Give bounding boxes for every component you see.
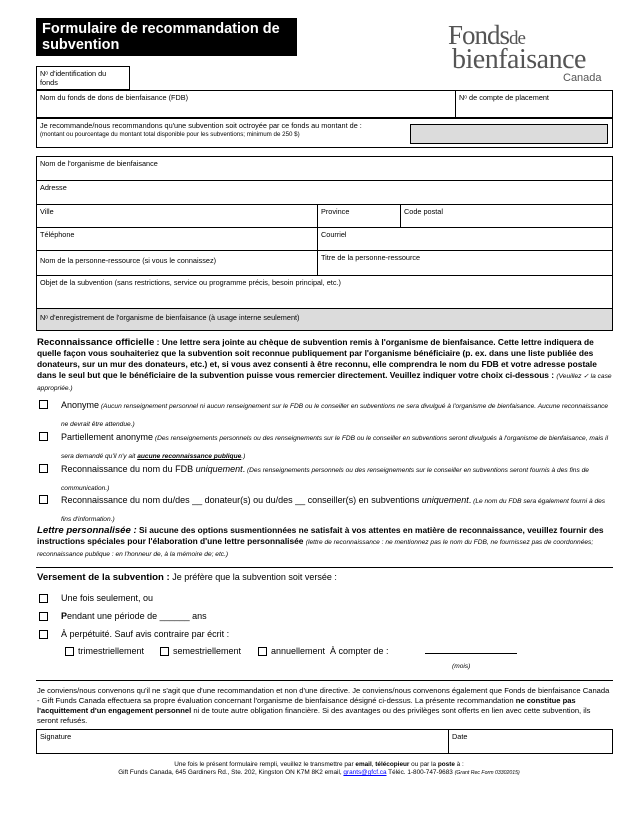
footer-instructions: Une fois le présent formulaire rempli, veuillez le transmettre par email, télécopieur ou par la poste à : [174, 761, 464, 768]
semiannual-checkbox[interactable] [160, 647, 169, 656]
start-month-input[interactable] [425, 653, 517, 654]
city-field[interactable]: Ville [36, 204, 318, 228]
anonymous-option: Anonyme (Aucun renseignement personnel ni aucun renseignement sur le FDB ou le conseiller en subventions ne sera divulgué à l'organisme de bienfaisance. Aucune reconnaissance ne devrait être attendue.) [61, 400, 609, 428]
perpetuity-checkbox[interactable] [39, 630, 48, 639]
once-label: Une fois seulement, ou [61, 593, 154, 603]
donor-name-recognition-option: Reconnaissance du nom du/des __ donateur(s) ou du/des __ conseiller(s) en subventions uniquement. (Le nom du FDB sera également fourni à des fins d'information.) [61, 495, 606, 523]
anonymous-checkbox[interactable] [39, 400, 48, 409]
form-title: Formulaire de recommandation de subvention [36, 18, 297, 56]
start-label: À compter de : [330, 646, 389, 656]
perpetuity-label: À perpétuité. Sauf avis contraire par écrit : [61, 629, 230, 639]
partially-anonymous-checkbox[interactable] [39, 432, 48, 441]
org-name-field[interactable]: Nom de l'organisme de bienfaisance [36, 156, 613, 181]
date-field[interactable]: Date [448, 729, 613, 754]
period-label: Pendant une période de ______ ans [61, 611, 207, 621]
agreement-text: Je conviens/nous convenons qu'il ne s'agit que d'une recommandation et non d'une directive. Je conviens/nous convenons également que Fonds de bienfaisance Canada - Gift Funds Canada effectuera sa propre évaluation concernant l'organisme de bienfaisance désigné ci-dessus. La présente recommandation ne constitue pas l'acquittement d'un engagement personnel ni de toute autre obligation financière. Si des avantages ou des privilèges sont offerts en lien avec cette subvention, ils seront refusés. [37, 686, 610, 725]
account-number-field[interactable]: Nᵒ de compte de placement [455, 90, 613, 118]
fund-name-recognition-option: Reconnaissance du nom du FDB uniquement. (Des renseignements personnels ou des renseignements sur le conseiller en subventions seront fournis à des fins de communication.) [61, 464, 589, 492]
once-checkbox[interactable] [39, 594, 48, 603]
quarterly-checkbox[interactable] [65, 647, 74, 656]
annual-checkbox[interactable] [258, 647, 267, 656]
phone-field[interactable]: Téléphone [36, 227, 318, 251]
amount-field: Je recommande/nous recommandons qu'une subvention soit octroyée par ce fonds au montant de : (montant ou pourcentage du montant total disponible pour les subventions; minimum de 250 $) [36, 118, 613, 148]
recognition-intro: Reconnaissance officielle : Une lettre sera jointe au chèque de subvention remis à l'organisme de bienfaisance. Cette lettre indiquera de quelle façon vous souhaiteriez que la subvention soit reconnue publiquement par l'organisme bénéficiaire (p. ex. dans une liste publiée des donateurs, sur un mur des donateurs, etc.) et, si vous avez consenti à être reconnu, elle comprendra le nom du FDB et votre adresse postale dans le seul but que le bénéficiaire de la subvention puisse vous remercier directement. Veuillez indiquer votre choix ci-dessous : (Veuillez ✓ la case appropriée.) [37, 337, 612, 392]
partially-anonymous-option: Partiellement anonyme (Des renseignements personnels ou des renseignements sur le FDB ou le conseiller en subventions seront divulgués à l'organisme de bienfaisance, mais il sera demandé qu'il n'y ait aucune reconnaissance publique.) [61, 432, 609, 460]
logo: Fondsde bienfaisance Canada [448, 20, 602, 84]
grant-purpose-field[interactable]: Objet de la subvention (sans restrictions, service ou programme précis, besoin principal, etc.) [36, 275, 613, 309]
province-field[interactable]: Province [317, 204, 401, 228]
month-caption: (mois) [452, 663, 471, 670]
email-field[interactable]: Courriel [317, 227, 613, 251]
amount-input[interactable] [410, 124, 608, 144]
donor-name-recognition-checkbox[interactable] [39, 495, 48, 504]
fund-name-field[interactable]: Nom du fonds de dons de bienfaisance (FDB) [36, 90, 456, 118]
payment-heading: Versement de la subvention : Je préfère que la subvention soit versée : [37, 572, 337, 583]
footer-address: Gift Funds Canada, 645 Gardiners Rd., Ste. 202, Kingston ON K7M 8K2 email, grants@gfcf.ca Téléc. 1-800-747-9683 (Grant Rec Form 03302015) [118, 769, 520, 776]
divider [36, 567, 613, 568]
custom-letter-text: Lettre personnalisée : Si aucune des options susmentionnées ne satisfait à vos attentes en matière de reconnaissance, veuillez fournir des instructions spéciales pour l'élaboration d'une lettre personnalisée (lettre de reconnaissance : ne mentionnez pas le nom du FDB, ne fournissez pas de coordonnées; reconnaissance publique : en l'honneur de, à la mémoire de; etc.) [37, 525, 604, 558]
annual-label: annuellement [271, 646, 326, 656]
quarterly-label: trimestriellement [78, 646, 145, 656]
signature-field[interactable]: Signature [36, 729, 449, 754]
registration-number-field[interactable]: Nᵒ d'enregistrement de l'organisme de bienfaisance (à usage interne seulement) [36, 308, 613, 331]
address-field[interactable]: Adresse [36, 180, 613, 205]
period-checkbox[interactable] [39, 612, 48, 621]
fund-name-recognition-checkbox[interactable] [39, 464, 48, 473]
id-number-field[interactable]: Nᵒ d'identification du fonds [36, 66, 130, 90]
divider [36, 680, 613, 681]
contact-name-field[interactable]: Nom de la personne-ressource (si vous le connaissez) [36, 250, 318, 276]
semiannual-label: semestriellement [173, 646, 242, 656]
postal-code-field[interactable]: Code postal [400, 204, 613, 228]
contact-title-field[interactable]: Titre de la personne-ressource [317, 250, 613, 276]
email-link[interactable]: grants@gfcf.ca [343, 769, 387, 776]
